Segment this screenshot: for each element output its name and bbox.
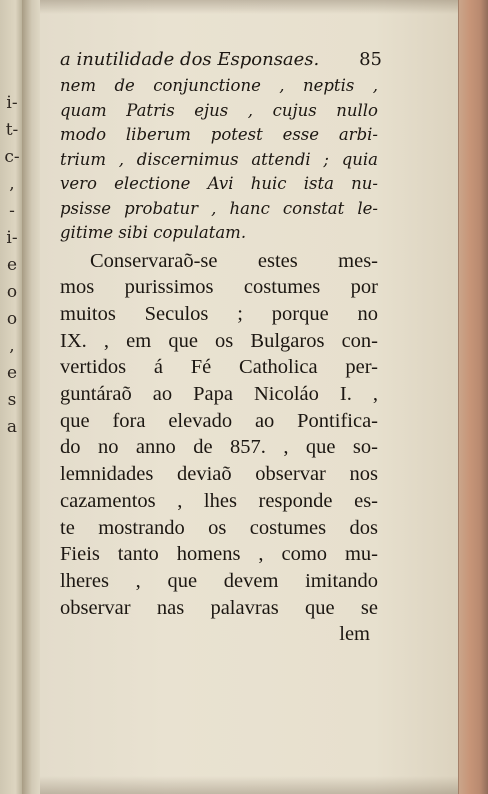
book-gutter: [22, 0, 42, 794]
page-edge: [458, 0, 488, 794]
running-head: a inutilidade dos Esponsaes.: [60, 49, 320, 70]
quote-line: gitime sibi copulatam.: [60, 223, 247, 242]
paragraph-line: mos purissimos costumes por: [60, 276, 378, 299]
left-page-fragments: [4, 90, 20, 441]
fragment: e: [6, 363, 18, 383]
page-number: 85: [359, 49, 382, 70]
paragraph-line: muitos Seculos ; porque no: [60, 302, 378, 325]
page-text: [60, 46, 382, 648]
top-shadow: [40, 0, 458, 14]
quote-line: trium , discernimus attendi ; quia: [60, 149, 378, 169]
paragraph-line: que fora elevado ao Pontifica-: [60, 409, 378, 432]
fragment: ,: [9, 336, 15, 356]
paragraph-line: Conservaraõ-se estes mes-: [90, 249, 378, 272]
fragment: i-: [6, 93, 18, 113]
fragment: s: [7, 390, 17, 410]
fragment: c-: [4, 147, 20, 167]
paragraph-line: te mostrando os costumes dos: [60, 516, 378, 539]
quote-line: vero electione Avi huic ista nu-: [60, 174, 378, 193]
paragraph-line: cazamentos , lhes responde es-: [60, 489, 378, 512]
fragment: i-: [6, 228, 18, 248]
paragraph-line: vertidos á Fé Catholica per-: [60, 356, 378, 379]
fragment: ,: [9, 174, 15, 194]
left-page-edge: [0, 0, 23, 794]
fragment: t-: [5, 120, 19, 140]
paragraph-line: Fieis tanto homens , como mu-: [60, 543, 378, 566]
paragraph-line: guntáraõ ao Papa Nicoláo I. ,: [60, 383, 378, 406]
quote-line: psisse probatur , hanc constat le-: [60, 198, 378, 218]
quote-line: nem de conjunctione , neptis ,: [60, 76, 378, 95]
paragraph-line: IX. , em que os Bulgaros con-: [60, 329, 378, 352]
latin-quotation: [60, 74, 378, 246]
bottom-shadow: [40, 776, 458, 794]
fragment: a: [6, 417, 18, 437]
body-paragraph: [60, 248, 378, 649]
paragraph-line: lheres , que devem imitando: [60, 569, 378, 592]
paragraph-line: do no anno de 857. , que so-: [60, 436, 378, 459]
catchword: lem: [339, 623, 370, 646]
paragraph-line: lemnidades deviaõ observar nos: [60, 463, 378, 486]
paragraph-line: observar nas palavras que se: [60, 596, 378, 619]
page-header: [60, 46, 382, 74]
fragment: e: [6, 255, 18, 275]
quote-line: modo liberum potest esse arbi-: [60, 125, 378, 144]
fragment: o: [6, 309, 18, 329]
fragment: o: [6, 282, 18, 302]
fragment: -: [9, 201, 15, 221]
quote-line: quam Patris ejus , cujus nullo: [60, 100, 378, 120]
